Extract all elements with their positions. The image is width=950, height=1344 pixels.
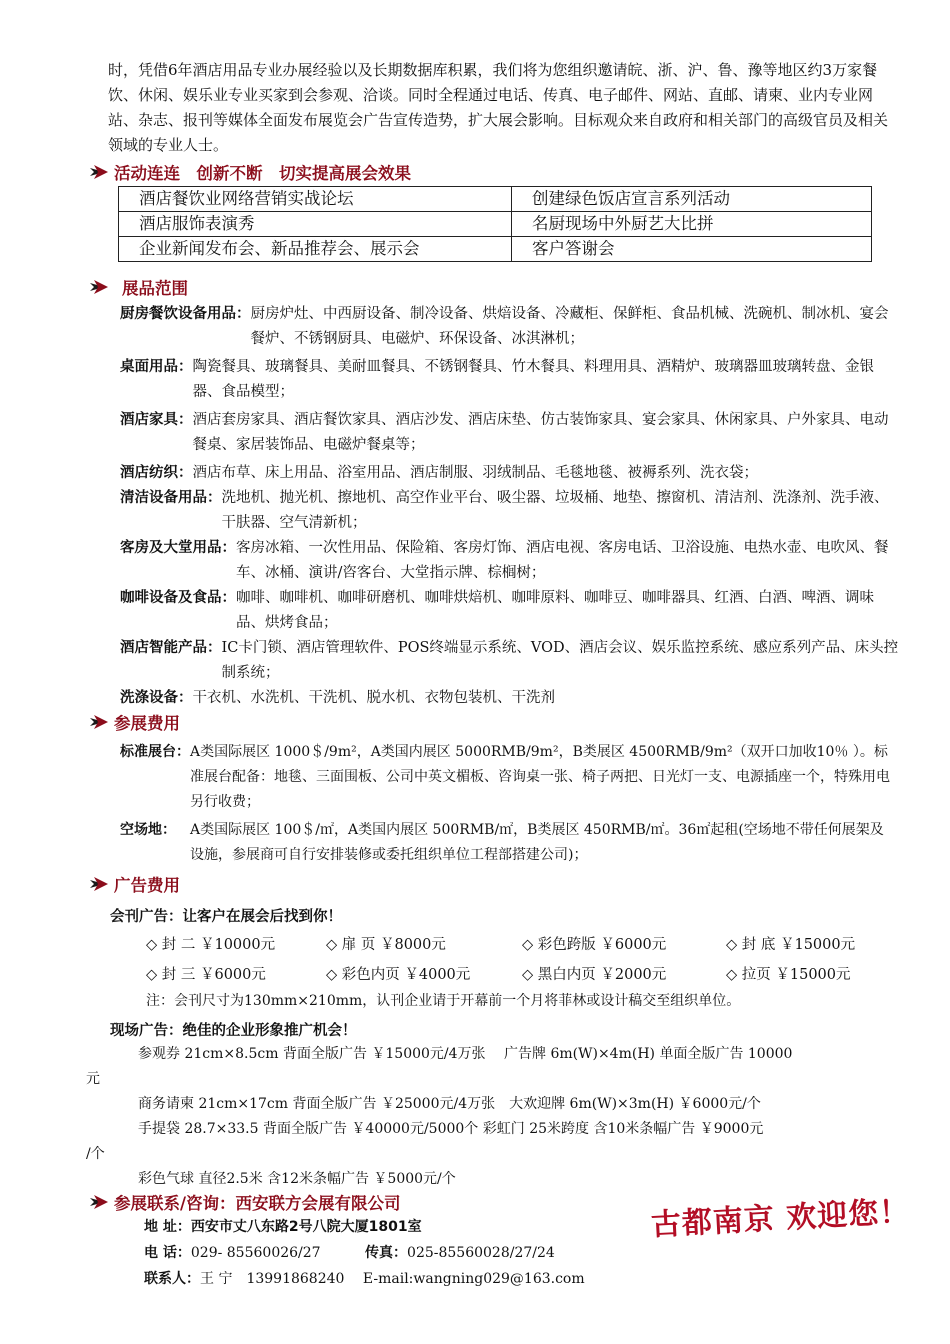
table-cell: 酒店餐饮业网络营销实战论坛 bbox=[119, 187, 512, 212]
address-row bbox=[144, 1214, 585, 1240]
phone-label: 电 话： bbox=[144, 1245, 191, 1261]
category-text: 干衣机、水洗机、干洗机、脱水机、衣物包装机、干洗剂 bbox=[192, 690, 555, 706]
person-row bbox=[144, 1266, 585, 1292]
table-row bbox=[119, 237, 872, 262]
journal-ad-note: 注：会刊尺寸为130mm×210mm，认刊企业请于开幕前一个月将菲林或设计稿交至组织单位。 bbox=[146, 993, 741, 1009]
welcome-slogan: 古都南京 欢迎您！ bbox=[650, 1194, 912, 1244]
category-label: 酒店家具： bbox=[120, 412, 193, 428]
space-fee bbox=[120, 818, 890, 868]
table-row bbox=[119, 187, 872, 212]
category-text: 客房冰箱、一次性用品、保险箱、客房灯饰、酒店电视、客房电话、卫浴设施、电热水壶、电吹风、餐车、冰桶、演讲/咨客台、大堂指示牌、棕榈树； bbox=[236, 540, 889, 581]
product-category-list bbox=[120, 302, 900, 711]
category-label: 桌面用品： bbox=[120, 359, 193, 375]
onsite-ad-list bbox=[86, 1042, 906, 1192]
ad-price-item: ◇ 扉 页 ￥8000元 bbox=[326, 937, 446, 953]
category-text: 陶瓷餐具、玻璃餐具、美耐皿餐具、不锈钢餐具、竹木餐具、料理用具、酒精炉、玻璃器皿玻璃转盘、金银器、食品模型； bbox=[192, 359, 874, 400]
table-cell: 企业新闻发布会、新品推荐会、展示会 bbox=[119, 237, 512, 262]
category-label: 洗涤设备： bbox=[120, 690, 193, 706]
category-text: 咖啡、咖啡机、咖啡研磨机、咖啡烘焙机、咖啡原料、咖啡豆、咖啡器具、红酒、白酒、啤酒、调味品、烘烤食品； bbox=[236, 590, 874, 631]
products-heading bbox=[88, 275, 188, 299]
ad-price-item: ◇ 封 二 ￥10000元 bbox=[146, 937, 276, 953]
contact-heading bbox=[88, 1190, 401, 1214]
table-cell: 名厨现场中外厨艺大比拼 bbox=[512, 212, 872, 237]
address-label: 地 址： bbox=[144, 1219, 191, 1235]
arrow-bullet-icon bbox=[88, 1193, 110, 1211]
fee-label: 标准展台： bbox=[120, 744, 190, 760]
list-item bbox=[120, 536, 900, 586]
fax-label: 传真： bbox=[365, 1245, 408, 1261]
phone-row bbox=[144, 1240, 585, 1266]
email-label: E-mail: bbox=[362, 1271, 414, 1287]
onsite-ad-line: /个 bbox=[86, 1146, 105, 1162]
arrow-bullet-icon bbox=[88, 713, 110, 731]
fax-value: 025-85560028/27/24 bbox=[407, 1245, 555, 1261]
ad-price-item: ◇ 封 底 ￥15000元 bbox=[726, 937, 856, 953]
products-heading-text: 展品范围 bbox=[122, 279, 188, 298]
fees-heading bbox=[88, 710, 180, 734]
category-text: 酒店布草、床上用品、浴室用品、酒店制服、羽绒制品、毛毯地毯、被褥系列、洗衣袋； bbox=[192, 465, 758, 481]
table-cell: 客户答谢会 bbox=[512, 237, 872, 262]
onsite-ad-title: 现场广告：绝佳的企业形象推广机会！ bbox=[110, 1023, 357, 1039]
contact-heading-text: 参展联系/咨询：西安联方会展有限公司 bbox=[114, 1194, 401, 1213]
list-item bbox=[120, 486, 900, 536]
table-cell: 酒店服饰表演秀 bbox=[119, 212, 512, 237]
category-label: 清洁设备用品： bbox=[120, 490, 222, 506]
ad-price-item: ◇ 封 三 ￥6000元 bbox=[146, 967, 266, 983]
ad-price-item: ◇ 彩色跨版 ￥6000元 bbox=[522, 937, 667, 953]
person-label: 联系人： bbox=[144, 1271, 200, 1287]
fee-label: 空场地： bbox=[120, 822, 176, 838]
onsite-ad-line: 手提袋 28.7×33.5 背面全版广告 ￥40000元/5000个 彩虹门 25米跨度 含10米条幅广告 ￥9000元 bbox=[138, 1121, 764, 1137]
list-item bbox=[120, 408, 900, 458]
ad-price-item: ◇ 黑白内页 ￥2000元 bbox=[522, 967, 667, 983]
fees-heading-text: 参展费用 bbox=[114, 714, 180, 733]
category-text: 厨房炉灶、中西厨设备、制冷设备、烘焙设备、冷藏柜、保鲜柜、食品机械、洗碗机、制冰机、宴会餐炉、不锈钢厨具、电磁炉、环保设备、冰淇淋机； bbox=[250, 306, 889, 347]
arrow-bullet-icon bbox=[88, 875, 110, 893]
activities-heading bbox=[88, 160, 411, 184]
list-item bbox=[120, 355, 900, 405]
list-item bbox=[120, 740, 890, 815]
list-item bbox=[120, 818, 890, 868]
phone-value: 029- 85560026/27 bbox=[190, 1245, 321, 1261]
email-value: wangning029@163.com bbox=[413, 1271, 585, 1287]
journal-ad-title: 会刊广告：让客户在展会后找到你！ bbox=[110, 909, 342, 925]
list-item bbox=[120, 636, 900, 686]
fee-text: A类国际展区 100＄/㎡，A类国内展区 500RMB/㎡，B类展区 450RMB/㎡。36㎡起租(空场地不带任何展架及设施，参展商可自行安排装修或委托组织单位工程部搭建公司)； bbox=[190, 822, 884, 863]
onsite-ad-line: 元 bbox=[86, 1071, 100, 1087]
activities-table bbox=[118, 186, 872, 262]
onsite-ad-line: 彩色气球 直径2.5米 含12米条幅广告 ￥5000元/个 bbox=[138, 1171, 456, 1187]
standard-booth-fee bbox=[120, 740, 890, 815]
arrow-bullet-icon bbox=[88, 278, 110, 296]
category-text: 洗地机、抛光机、擦地机、高空作业平台、吸尘器、垃圾桶、地垫、擦窗机、清洁剂、洗涤剂、洗手液、干肤器、空气清新机； bbox=[221, 490, 889, 531]
list-item bbox=[120, 586, 900, 636]
list-item bbox=[120, 461, 900, 486]
activities-heading-text: 活动连连 创新不断 切实提高展会效果 bbox=[114, 164, 411, 183]
category-label: 咖啡设备及食品： bbox=[120, 590, 236, 606]
table-row bbox=[119, 212, 872, 237]
onsite-ad-line: 商务请柬 21cm×17cm 背面全版广告 ￥25000元/4万张 大欢迎牌 6m(W)×3m(H) ￥6000元/个 bbox=[138, 1096, 761, 1112]
fee-text: A类国际展区 1000＄/9m²，A类国内展区 5000RMB/9m²，B类展区 4500RMB/9m²（双开口加收10％ ）。标准展台配备：地毯、三面围板、公司中英文楣板、咨询桌一张、椅子两把、日光灯一支、电源插座一个，特殊用电另行收费； bbox=[190, 744, 890, 810]
ads-heading-text: 广告费用 bbox=[114, 876, 180, 895]
list-item bbox=[120, 302, 900, 352]
ads-heading bbox=[88, 872, 180, 896]
category-label: 酒店智能产品： bbox=[120, 640, 222, 656]
category-text: IC卡门锁、酒店管理软件、POS终端显示系统、VOD、酒店会议、娱乐监控系统、感应系列产品、床头控制系统； bbox=[221, 640, 899, 681]
category-label: 酒店纺织： bbox=[120, 465, 193, 481]
ad-price-item: ◇ 拉页 ￥15000元 bbox=[726, 967, 851, 983]
address-value: 西安市丈八东路2号八院大厦1801室 bbox=[190, 1219, 422, 1235]
category-label: 厨房餐饮设备用品： bbox=[120, 306, 251, 322]
category-label: 客房及大堂用品： bbox=[120, 540, 236, 556]
table-cell: 创建绿色饭店宣言系列活动 bbox=[512, 187, 872, 212]
list-item bbox=[120, 686, 900, 711]
journal-ad-price-grid bbox=[146, 933, 886, 984]
onsite-ad-line: 参观券 21cm×8.5cm 背面全版广告 ￥15000元/4万张 广告牌 6m(W)×4m(H) 单面全版广告 10000 bbox=[138, 1046, 793, 1062]
contact-info bbox=[144, 1214, 585, 1292]
category-text: 酒店套房家具、酒店餐饮家具、酒店沙发、酒店床垫、仿古装饰家具、宴会家具、休闲家具、户外家具、电动餐桌、家居装饰品、电磁炉餐桌等； bbox=[192, 412, 889, 453]
ad-price-item: ◇ 彩色内页 ￥4000元 bbox=[326, 967, 471, 983]
person-value: 王 宁 13991868240 bbox=[200, 1271, 345, 1287]
intro-paragraph: 时，凭借6年酒店用品专业办展经验以及长期数据库积累，我们将为您组织邀请皖、浙、沪、鲁、豫等地区约3万家餐饮、休闲、娱乐业专业买家到会参观、洽谈。同时全程通过电话、传真、电子邮件、网站、直邮、请柬、业内专业网站、杂志、报刊等媒体全面发布展览会广告宣传造势，扩大展会影响。目标观众来自政府和相关部门的高级官员及相关领域的专业人士。 bbox=[108, 61, 889, 154]
arrow-bullet-icon bbox=[88, 163, 110, 181]
